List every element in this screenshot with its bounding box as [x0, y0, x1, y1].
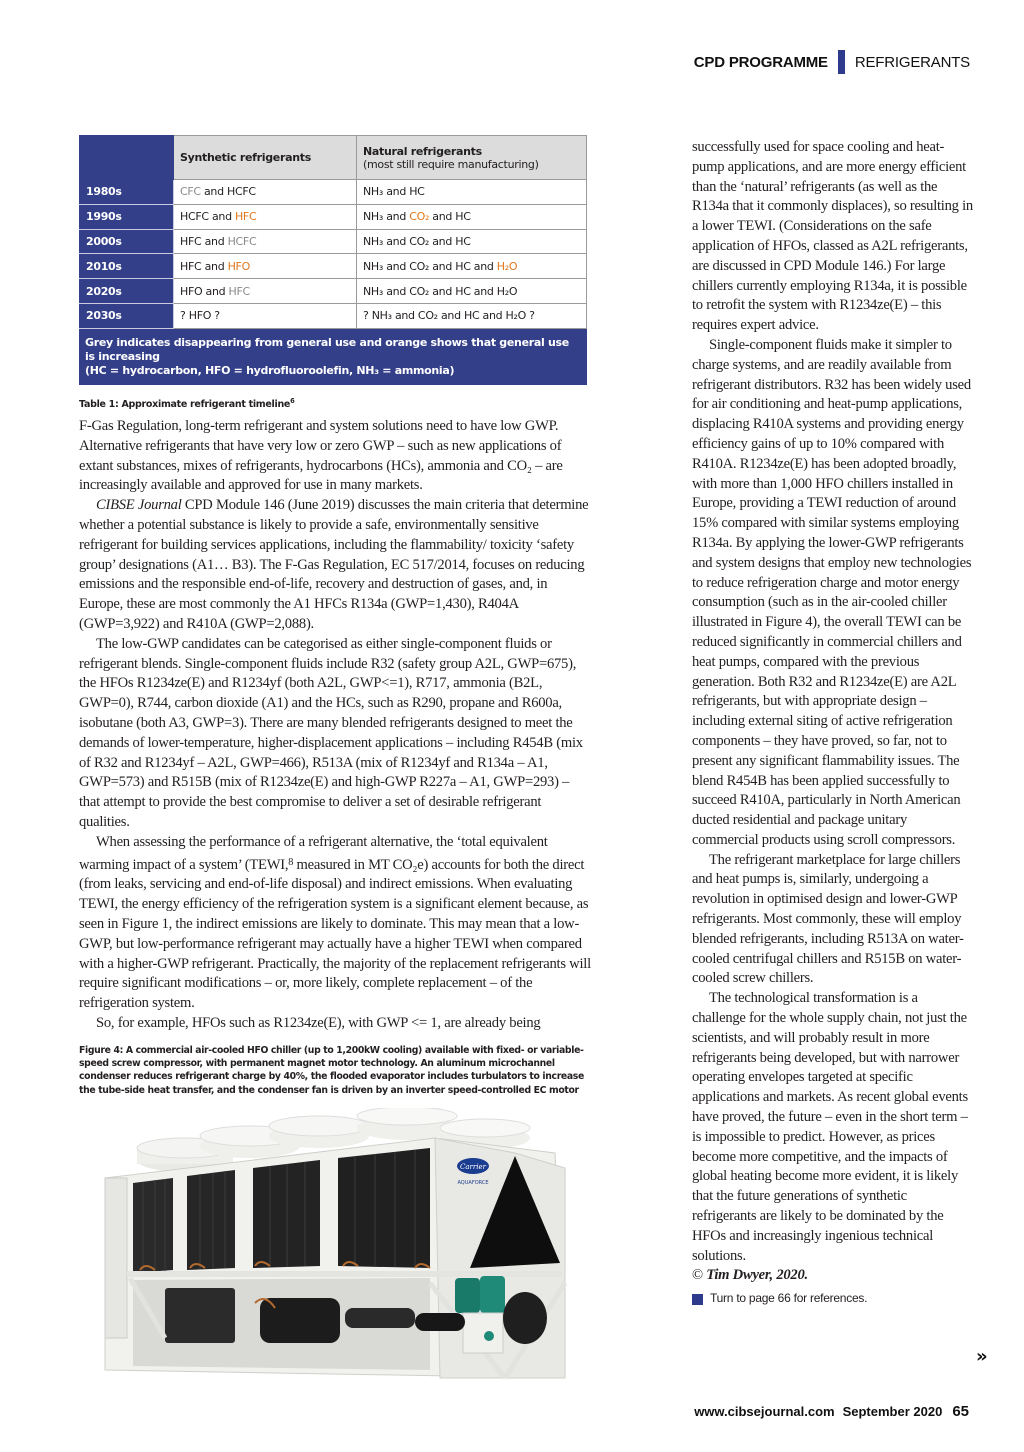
refrigerant-timeline-table: [79, 135, 587, 410]
right-column-text: [692, 138, 974, 1309]
header-natural: Natural refrigerants (most still require manufacturing): [357, 136, 587, 180]
synthetic-cell: HFC and HFO: [174, 254, 357, 279]
decade-cell: 2000s: [80, 229, 174, 254]
table-corner-cell: [80, 136, 174, 180]
table-body: [80, 180, 587, 329]
table-row: [80, 254, 587, 279]
table-row: [80, 229, 587, 254]
natural-cell: NH₃ and HC: [357, 180, 587, 205]
author-credit: © Tim Dwyer, 2020.: [692, 1267, 808, 1284]
references-pointer: Turn to page 66 for references.: [692, 1289, 974, 1309]
svg-text:AQUAFORCE: AQUAFORCE: [457, 1180, 489, 1186]
paragraph: The refrigerant marketplace for large chillers and heat pumps is, similarly, undergoing a revolution in optimised design and lower-GWP refrigerants. Most commonly, these will employ blended refrigerants, including R513A on water-cooled centrifugal chillers and R515B on water-cooled screw chillers.: [692, 851, 964, 987]
synthetic-cell: ? HFO ?: [174, 303, 357, 328]
paragraph: F-Gas Regulation, long-term refrigerant and system solutions need to have low GWP. Alternative refrigerants that have very low or zero GWP – such as new applications of extant substances, mixes of refrigerants, hydrocarbons (HCs), ammonia and CO₂ – are increasingly available and approved for use in many markets.: [79, 418, 563, 494]
decade-cell: 1990s: [80, 204, 174, 229]
issue-date: September 2020: [842, 1404, 943, 1419]
left-column-text: [79, 417, 591, 1034]
table-caption: Table 1: Approximate refrigerant timeline$^6$: [79, 396, 295, 410]
paragraph: When assessing the performance of a refrigerant alternative, the ‘total equivalent warming impact of a system’ (TEWI,$^8$ measured in MT CO₂e) accounts for both the direct (from leaks, servicing and end-of-life disposal) and indirect emissions. When evaluating TEWI, the energy efficiency of the refrigeration system is a significant element because, as seen in Figure 1, the indirect emissions are likely to dominate. This may mean that a low-GWP, but low-performance refrigerant may actually have a higher TEWI when compared with a higher-GWP refrigerant. Practically, the majority of the replacement refrigerants will require significant modifications – or, more likely, complete replacement – of the refrigeration system.: [79, 833, 591, 1012]
table-header-row: [80, 136, 587, 180]
natural-cell: NH₃ and CO₂ and HC: [357, 204, 587, 229]
chiller-illustration-icon: [85, 1108, 600, 1388]
table-row: [80, 204, 587, 229]
decade-cell: 2030s: [80, 303, 174, 328]
decade-cell: 1980s: [80, 180, 174, 205]
natural-cell: NH₃ and CO₂ and HC and H₂O: [357, 279, 587, 304]
square-bullet-icon: [692, 1294, 703, 1305]
synthetic-cell: HFO and HFC: [174, 279, 357, 304]
paragraph: CIBSE Journal CPD Module 146 (June 2019) discusses the main criteria that determine whether a potential substance is likely to provide a safe, environmentally sensitive refrigerant for building services applications, including the flammability/ toxicity ‘safety group’ designations (A1… B3). The F-Gas Regulation, EC 517/2014, focuses on reducing emissions and the responsible end-of-life, recovery and destruction of gases, and, in Europe, these are most commonly the A1 HFCs R134a (GWP=1,430), R404A (GWP=3,922) and R410A (GWP=2,088).: [79, 497, 589, 632]
table-legend-note: Grey indicates disappearing from general use and orange shows that general use is increasing (HC = hydrocarbon, HFO = hydrofluoroolefin, NH₃ = ammonia): [79, 329, 587, 385]
synthetic-cell: CFC and HCFC: [174, 180, 357, 205]
paragraph: The technological transformation is a challenge for the whole supply chain, not just the scientists, and will probably result in more refrigerants being developed, but with narrower operating envelopes targeted at specific applications and markets. As recent global events have proved, the future – even in the short term – is impossible to predict. However, as prices become more competitive, and the impacts of global heating become more evident, it is likely that the future generations of synthetic refrigerants are likely to be dominated by the HFOs and increasingly ingenious technical solutions.: [692, 990, 968, 1264]
running-header: [694, 50, 970, 74]
paragraph: successfully used for space cooling and heat-pump applications, and are more energy efficient than the ‘natural’ refrigerants (as well as the R134a that it commonly displaces), so resulting in a lower TEWI. (Considerations on the safe application of HFOs, classed as A2L refrigerants, are discussed in CPD Module 146.) For large chillers currently employing R134a, it is possible to retrofit the system with R1234ze(E) – this requires expert advice.: [692, 139, 973, 334]
table-row: [80, 303, 587, 328]
page-number: 65: [952, 1403, 969, 1420]
header-divider-bar: [838, 50, 845, 74]
natural-cell: ? NH₃ and CO₂ and HC and H₂O ?: [357, 303, 587, 328]
timeline-table: [79, 135, 587, 329]
page-footer: [694, 1403, 969, 1420]
paragraph: Single-component fluids make it simpler to charge systems, and are readily available from refrigerant distributors. R32 has been widely used for air conditioning and heat-pump applications, displacing R410A systems and providing energy efficiency gains of up to 10% compared with R410A. R1234ze(E) has been adopted broadly, with more than 1,000 HFO chillers installed in Europe, providing a TEWI reduction of around 15% compared with similar systems employing R134a. By applying the lower-GWP refrigerants and system designs that employ new technologies to reduce refrigeration charge and motor energy consumption (such as in the air-cooled chiller illustrated in Figure 4), the overall TEWI can be reduced significantly in commercial chillers and heat pumps, compared with the previous generation. Both R32 and R1234ze(E) are A2L refrigerants, but with appropriate design – including external siting of active refrigeration components – they have proved, so far, not to present any significant flammability issues. The blend R454B has been applied successfully to succeed R410A, particularly in North American ducted residential and package unitary commercial products using scroll compressors.: [692, 336, 972, 848]
figure-caption: Figure 4: A commercial air-cooled HFO chiller (up to 1,200kW cooling) available with fixed- or variable-speed screw compressor, with permanent magnet motor technology. An aluminum microchannel condenser reduces refrigerant charge by 40%, the flooded evaporator includes turbulators to increase the tube-side heat transfer, and the condenser fan is driven by an inverter speed-controlled EC motor: [79, 1045, 584, 1096]
synthetic-cell: HFC and HCFC: [174, 229, 357, 254]
table-row: [80, 279, 587, 304]
section-label: CPD PROGRAMME: [693, 53, 828, 71]
continue-chevron-icon: »: [976, 1346, 988, 1367]
svg-text:Carrier: Carrier: [460, 1163, 486, 1171]
decade-cell: 2020s: [80, 279, 174, 304]
natural-cell: NH₃ and CO₂ and HC: [357, 229, 587, 254]
header-synthetic: Synthetic refrigerants: [174, 136, 357, 180]
table-row: [80, 180, 587, 205]
topic-label: REFRIGERANTS: [854, 53, 970, 71]
synthetic-cell: HCFC and HFC: [174, 204, 357, 229]
natural-cell: NH₃ and CO₂ and HC and H₂O: [357, 254, 587, 279]
journal-url[interactable]: www.cibsejournal.com: [694, 1404, 835, 1419]
paragraph: The low-GWP candidates can be categorised as either single-component fluids or refrigerant blends. Single-component fluids include R32 (safety group A2L, GWP=675), the HFOs R1234ze(E) and R1234yf (both A2L, GWP<=1), R717, ammonia (B2L, GWP=0), R744, carbon dioxide (A1) and the HCs, such as R290, propane and R600a, isobutane (both A3, GWP=3). There are many blended refrigerants designed to meet the demands of lower-temperature, higher-displacement applications – including R454B (mix of R32 and R1234yf – A2L, GWP=466), R513A (mix of R1234yf and R134a – A1, GWP=573) and R515B (mix of R1234ze(E) and high-GWP R227a – A1, GWP=293) – that attempt to provide the best compromise to deliver a set of desirable refrigerant qualities.: [79, 635, 583, 830]
decade-cell: 2010s: [80, 254, 174, 279]
chiller-photo: [85, 1108, 600, 1388]
paragraph: So, for example, HFOs such as R1234ze(E), with GWP <= 1, are already being: [96, 1014, 541, 1031]
